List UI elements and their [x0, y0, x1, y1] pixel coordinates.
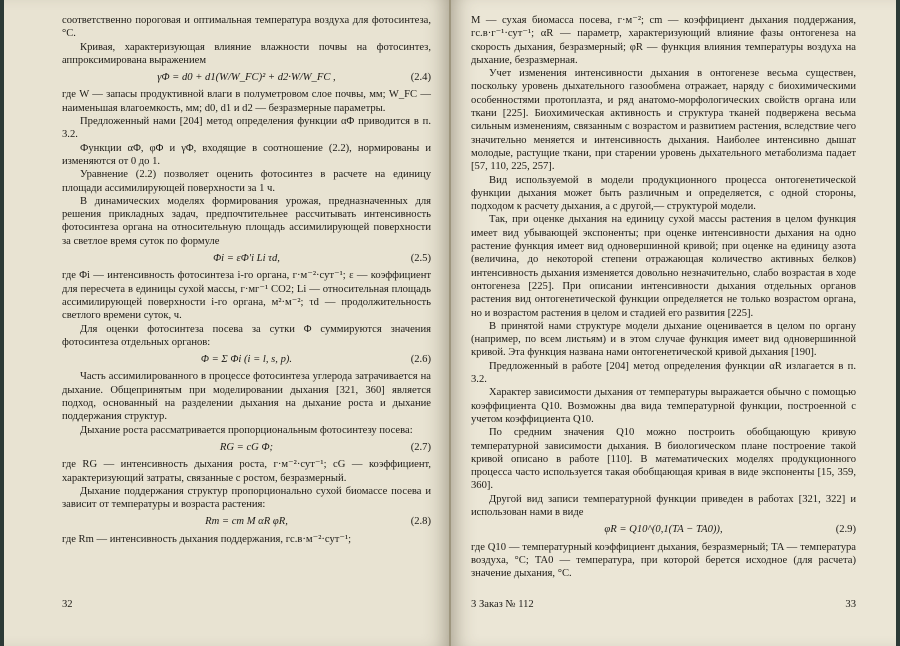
paragraph: Предложенный нами [204] метод определения функции αΦ приводится в п. 3.2. — [62, 116, 431, 141]
paragraph: где Q10 — температурный коэффициент дыхания, безразмерный; TA — температура воздуха, °С; TA0 — температура, при которой берется исходное (для расчета) значение дыхания, °С. — [471, 541, 856, 580]
equation-text: Rm = cm M αR φR, — [205, 516, 288, 528]
paragraph: Предложенный в работе [204] метод определения функции αR излагается в п. 3.2. — [471, 360, 856, 386]
equation-text: Φ = Σ Φi (i = l, s, p). — [200, 354, 293, 366]
paragraph: M — сухая биомасса посева, г·м⁻²; cm — коэффициент дыхания поддержания, гс.в·г⁻¹·сут⁻¹; αR — параметр, характеризующий влияние фазы онтогенеза на скорость дыхания, безразмерный; φR — функция влияния температуры воздуха на дыхание, безразмерная. — [471, 15, 856, 66]
right-page — [451, 0, 896, 646]
paragraph: Учет изменения интенсивности дыхания в онтогенезе весьма существен, поскольку уровень дыхательного газообмена отражает, наряду с биохимическими особенностями протоплазта, и ряд анатомо-морфологических свойств органа или ткани [225]. Биохимическая активность и структура тканей подвержена весьма сильным изменениям, связанным с возрастом и развитием растения, вследствие чего значительно меняется и интенсивность дыхания. Наиболее интенсивно дышат молодые, растущие ткани, при старении уровень дыхательного метаболизма падает [57, 110, 225, 257]. — [471, 68, 856, 173]
book-spread — [4, 0, 896, 646]
paragraph: Функции αΦ, φΦ и γΦ, входящие в соотношение (2.2), нормированы и изменяются от 0 до 1. — [62, 142, 431, 167]
equation-2-4 — [62, 67, 431, 88]
equation-text: φR = Q10^(0,1(TA − TA0)), — [604, 524, 723, 536]
equation-2-8 — [62, 511, 431, 532]
paragraph: где Φi — интенсивность фотосинтеза i-го органа, г·м⁻²·сут⁻¹; ε — коэффициент для пересчета в единицы сухой массы, г·мг⁻¹ CO2; Li — относительная площадь ассимилирующей поверхности i-го органа, м²·м⁻²; τd — продолжительность светлого времени суток, ч. — [62, 270, 431, 322]
equation-2-9 — [471, 519, 856, 540]
equation-text: Φi = εΦ′i Li τd, — [213, 253, 280, 265]
page-number: 33 — [845, 599, 856, 610]
paragraph: В динамических моделях формирования урожая, предназначенных для решения прикладных задач, предпочтительнее рассчитывать интенсивность фотосинтеза органа на относительную площадь ассимилирующей поверхности за светлое время суток по формуле — [62, 195, 431, 247]
paragraph: где Rm — интенсивность дыхания поддержания, гс.в·м⁻²·сут⁻¹; — [62, 533, 352, 545]
page-number: 32 — [62, 599, 73, 610]
equation-number: (2.9) — [835, 524, 856, 536]
equation-number: (2.5) — [410, 253, 431, 265]
equation-number: (2.6) — [410, 354, 431, 366]
paragraph: где W — запасы продуктивной влаги в полуметровом слое почвы, мм; W_FC — наименьшая влагоемкость, мм; d0, d1 и d2 — безразмерные параметры. — [62, 89, 431, 114]
paragraph: Уравнение (2.2) позволяет оценить фотосинтез в расчете на единицу площади ассимилирующей поверхности за 1 ч. — [62, 169, 431, 194]
paragraph: Дыхание поддержания структур пропорционально сухой биомассе посева и зависит от температуры и возраста растения: — [62, 485, 431, 511]
paragraph: Другой вид записи температурной функции приведен в работах [321, 322] и использован нами в виде — [471, 493, 856, 518]
equation-text: RG = cG Φ; — [219, 441, 274, 453]
paragraph: Кривая, характеризующая влияние влажности почвы на фотосинтез, аппроксимирована выражением — [62, 41, 431, 66]
paragraph: Дыхание роста рассматривается пропорциональным фотосинтезу посева: — [80, 424, 413, 436]
paragraph: где RG — интенсивность дыхания роста, г·м⁻²·сут⁻¹; cG — коэффициент, характеризующий затраты, связанные с ростом, безразмерный. — [62, 459, 431, 484]
paragraph: По средним значения Q10 можно построить обобщающую кривую температурной зависимости дыхания. В биологическом плане построение такой кривой описано в работе [110]. В математических моделях продукционного процесса часто используется такая обобщающая кривая в виде экспоненты [15, 359, 360]. — [471, 427, 856, 492]
paragraph: Для оценки фотосинтеза посева за сутки Φ суммируются значения фотосинтеза отдельных органов: — [62, 323, 431, 348]
equation-number: (2.8) — [410, 516, 431, 528]
printer-signature: 3 Заказ № 112 — [471, 599, 534, 610]
paragraph: Часть ассимилированного в процессе фотосинтеза углерода затрачивается на дыхание. Общепринятым при моделировании дыхания [321, 360] является подход, основанный на разделении дыхания на дыхание роста и дыхание поддержания структур. — [62, 371, 431, 423]
equation-text: γΦ = d0 + d1(W/W_FC)² + d2·W/W_FC , — [157, 72, 336, 84]
equation-2-7 — [62, 437, 431, 458]
equation-2-5 — [62, 248, 431, 269]
paragraph: В принятой нами структуре модели дыхание оценивается в целом по органу (например, по всем листьям) и в этом случае функция имеет вид одновершинной кривой. Эта функция названа нами онтогенетической кривой дыхания [190]. — [471, 320, 856, 359]
left-page — [4, 0, 449, 646]
equation-number: (2.4) — [410, 72, 431, 84]
paragraph: Вид используемой в модели продукционного процесса онтогенетической функции дыхания может быть различным и определяется, с одной стороны, подходом к расчету дыхания, а с другой,— структурой модели. — [471, 174, 856, 213]
equation-number: (2.7) — [410, 441, 431, 453]
equation-2-6 — [62, 349, 431, 370]
paragraph: соответственно пороговая и оптимальная температура воздуха для фотосинтеза, °С. — [62, 15, 431, 40]
paragraph: Характер зависимости дыхания от температуры выражается обычно с помощью коэффициента Q10. Возможны два вида температурной функции, построенной с учетом коэффициента Q10. — [471, 387, 856, 425]
paragraph: Так, при оценке дыхания на единицу сухой массы растения в целом функция имеет вид убывающей экспоненты; при оценке интенсивности дыхания на одно растение функция имеет вид одновершинной кривой; при оценке на единицу азота (величина, до некоторой степени отражающая количество активных белков) интенсивность дыхания изменяется довольно незначительно, слабо возрастая в ходе онтогенеза [225]. При описании интенсивности дыхания отдельных органов растения вид онтогенетической функции определяется не только возрастом органа, но и возрастом растения в целом и стадией его развития [225]. — [471, 214, 856, 319]
